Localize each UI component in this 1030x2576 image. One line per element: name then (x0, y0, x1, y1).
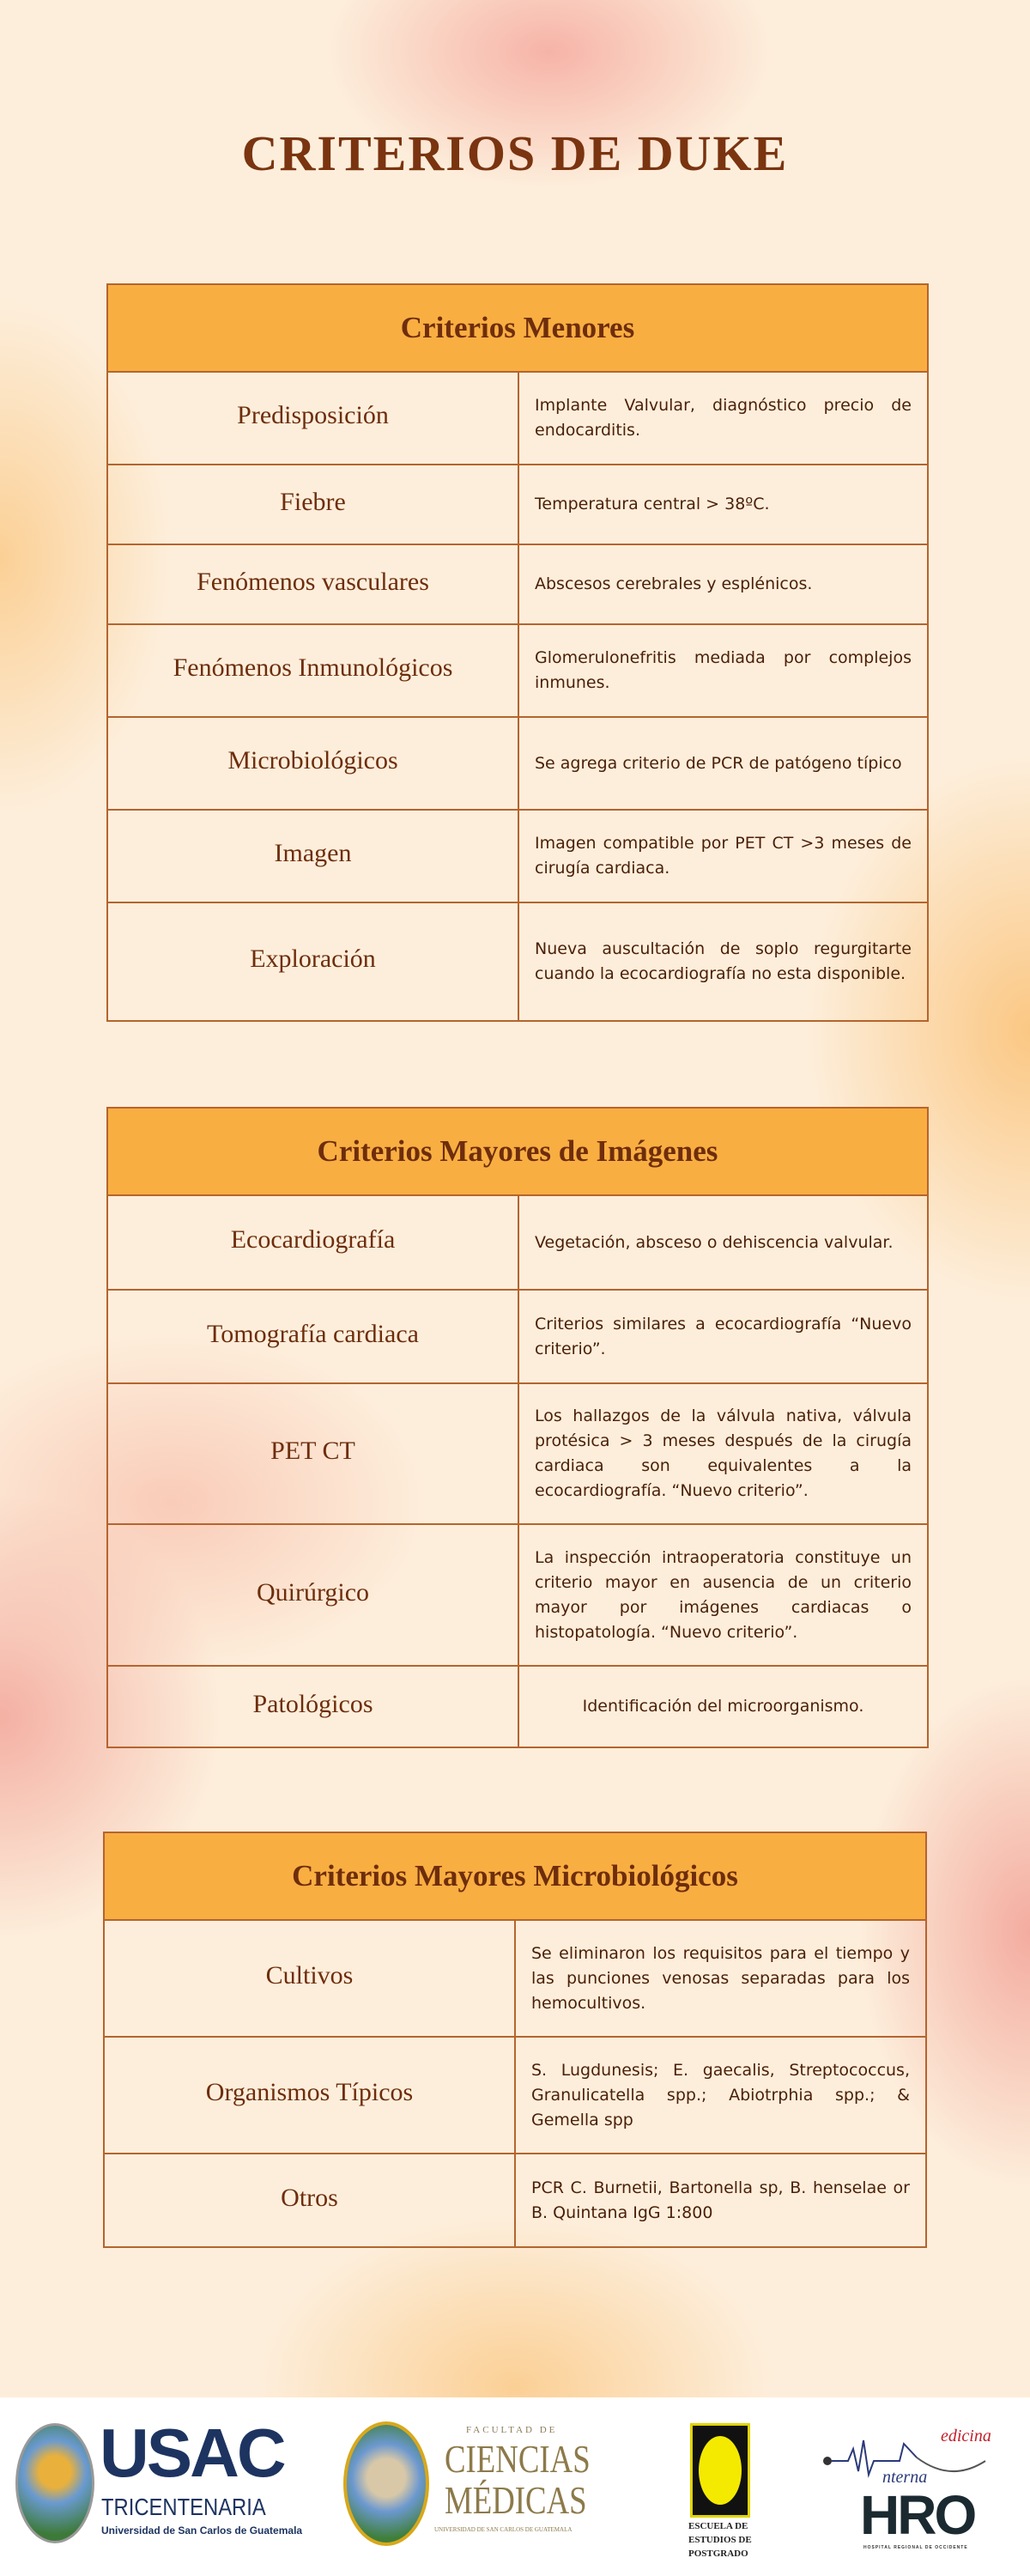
criterion-description-cell (519, 625, 927, 716)
table-row (105, 1921, 925, 2038)
criterion-description-cell (519, 718, 927, 809)
facultad-seal-icon (343, 2421, 429, 2546)
page-title: CRITERIOS DE DUKE (241, 125, 789, 181)
criterios-mayores-imagenes-table (106, 1107, 929, 1748)
criterion-label: Predisposición (108, 373, 519, 464)
medicas-label: MÉDICAS (445, 2478, 587, 2522)
table-row (108, 1525, 927, 1667)
table-row (108, 1384, 927, 1525)
table-row (108, 1196, 927, 1291)
criterion-description: Se eliminaron los requisitos para el tiempo y las punciones venosas separadas para los hemocultivos. (531, 1943, 910, 2013)
table-row (105, 2038, 925, 2154)
criterion-description: Implante Valvular, diagnóstico precio de endocarditis. (535, 396, 912, 440)
hro-wordmark: HRO (860, 2484, 975, 2546)
criterion-label: Organismos Típicos (105, 2038, 516, 2153)
criterion-label: Fenómenos vasculares (108, 545, 519, 623)
criterion-description-cell (516, 2038, 925, 2153)
usac-wordmark: USAC (100, 2415, 284, 2491)
postgrado-line3: POSTGRADO (688, 2549, 748, 2559)
criterion-description: Glomerulonefritis mediada por complejos inmunes. (535, 648, 912, 692)
criterios-menores-table (106, 283, 929, 1022)
criterion-description: PCR C. Burnetii, Bartonella sp, B. henselae or B. Quintana IgG 1:800 (531, 2178, 910, 2222)
criterion-description: Nueva auscultación de soplo regurgitarte cuando la ecocardiografía no esta disponible. (535, 939, 912, 983)
criterion-description: Vegetación, absceso o dehiscencia valvular. (535, 1232, 894, 1252)
criterion-description: Imagen compatible por PET CT >3 meses de cirugía cardiaca. (535, 834, 912, 878)
criterion-label: Cultivos (105, 1921, 516, 2036)
postgrado-logo (688, 2415, 766, 2561)
criterion-description-cell (519, 1291, 927, 1382)
postgrado-line1: ESCUELA DE (688, 2521, 748, 2531)
criterion-label: Ecocardiografía (108, 1196, 519, 1289)
criterion-description: La inspección intraoperatoria constituye un criterio mayor en ausencia de un criterio mayor por imágenes cardiacas o histopatología. “Nuevo criterio”. (535, 1547, 912, 1642)
facultad-caption: UNIVERSIDAD DE SAN CARLOS DE GUATEMALA (434, 2526, 573, 2533)
criterion-label: Fenómenos Inmunológicos (108, 625, 519, 716)
ciencias-medicas-logo (342, 2415, 591, 2552)
table-row (108, 1291, 927, 1384)
postgrado-line2: ESTUDIOS DE (688, 2535, 752, 2545)
usac-caption: Universidad de San Carlos de Guatemala (101, 2524, 303, 2537)
table-row (108, 718, 927, 811)
criterion-description-cell (516, 2154, 925, 2246)
footer-logos (0, 2397, 1030, 2576)
table-row (108, 625, 927, 718)
criterion-description-cell (519, 903, 927, 1020)
table-row (108, 545, 927, 625)
hro-logo (822, 2415, 1020, 2561)
criterion-description-cell (519, 1667, 927, 1747)
criterion-label: Imagen (108, 811, 519, 902)
criterion-description-cell (519, 465, 927, 544)
usac-seal-icon (15, 2423, 94, 2543)
criterion-description-cell (519, 373, 927, 464)
criterion-label: Tomografía cardiaca (108, 1291, 519, 1382)
criterion-label: PET CT (108, 1384, 519, 1523)
ciencias-label: CIENCIAS (445, 2437, 591, 2481)
criterion-description: Los hallazgos de la válvula nativa, válvula protésica > 3 meses después de la cirugía cardiaca son equivalentes a la ecocardiografía. “Nuevo criterio”. (535, 1406, 912, 1500)
table-row (105, 2154, 925, 2246)
table-row (108, 465, 927, 545)
interna-label: nterna (882, 2468, 928, 2487)
criterion-description: S. Lugdunesis; E. gaecalis, Streptococcus, Granulicatella spp.; Abiotrphia spp.; & Gemella spp (531, 2060, 910, 2129)
criterion-description-cell (519, 1384, 927, 1523)
criterion-label: Patológicos (108, 1667, 519, 1747)
criterion-description: Se agrega criterio de PCR de patógeno típico (535, 753, 902, 773)
criterion-label: Fiebre (108, 465, 519, 544)
facultad-label: FACULTAD DE (466, 2425, 558, 2435)
criterion-label: Exploración (108, 903, 519, 1020)
criterion-label: Otros (105, 2154, 516, 2246)
criterion-description-cell (519, 1525, 927, 1665)
postgrado-emblem-icon (690, 2423, 750, 2518)
table-row (108, 1667, 927, 1747)
criterion-description: Abscesos cerebrales y esplénicos. (535, 574, 813, 593)
criterion-description: Temperatura central > 38ºC. (535, 495, 770, 513)
table-header: Criterios Menores (108, 285, 927, 373)
criterion-description: Identificación del microorganismo. (582, 1697, 864, 1716)
table-row (108, 811, 927, 903)
table-row (108, 903, 927, 1020)
criterion-description: Criterios similares a ecocardiografía “Nuevo criterio”. (535, 1314, 912, 1358)
table-header: Criterios Mayores Microbiológicos (105, 1833, 925, 1921)
criterion-label: Quirúrgico (108, 1525, 519, 1665)
table-row (108, 373, 927, 465)
medicina-label: edicina (941, 2427, 991, 2445)
table-header: Criterios Mayores de Imágenes (108, 1109, 927, 1196)
criterion-description-cell (516, 1921, 925, 2036)
usac-logo (15, 2415, 303, 2552)
criterion-description-cell (519, 1196, 927, 1289)
criterion-label: Microbiológicos (108, 718, 519, 809)
hro-caption: HOSPITAL REGIONAL DE OCCIDENTE (863, 2545, 968, 2550)
criterios-mayores-microbiologicos-table (103, 1832, 927, 2248)
criterion-description-cell (519, 545, 927, 623)
criterion-description-cell (519, 811, 927, 902)
usac-subtitle: TRICENTENARIA (101, 2494, 266, 2520)
